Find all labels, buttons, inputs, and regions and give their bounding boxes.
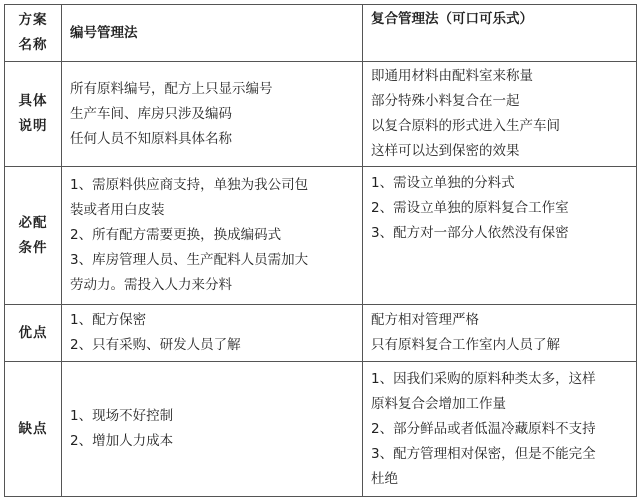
label-line: 条件	[18, 239, 48, 256]
table-row	[5, 362, 637, 497]
text-line: 这样可以达到保密的效果	[371, 143, 520, 159]
text-line: 1、需原料供应商支持，单独为我公司包	[70, 177, 309, 193]
text-line: 所有原料编号，配方上只显示编号	[70, 80, 273, 97]
details-compound	[363, 62, 637, 167]
text-line: 3、配方对一部分人依然没有保密	[371, 225, 569, 241]
text-line: 2、需设立单独的原料复合工作室	[371, 200, 569, 216]
text-line: 即通用材料由配料室来称量	[371, 68, 533, 84]
text-line: 1、因我们采购的原料种类太多，这样	[371, 370, 596, 387]
advantages-numbering	[62, 305, 363, 362]
comparison-table	[4, 4, 637, 497]
text-line: 2、部分鲜品或者低温冷藏原料不支持	[371, 420, 596, 437]
details-numbering	[62, 62, 363, 167]
row-label-requirements	[5, 167, 62, 305]
row-label-details	[5, 62, 62, 167]
header-scheme-line1: 方案	[18, 12, 48, 28]
label-line: 缺点	[18, 420, 48, 437]
label-line: 说明	[18, 118, 48, 134]
text-line: 原料复合会增加工作量	[371, 395, 506, 412]
label-line: 必配	[18, 214, 48, 231]
text-line: 只有原料复合工作室内人员了解	[371, 337, 560, 353]
header-numbering-method: 编号管理法	[62, 5, 363, 62]
text-line: 配方相对管理严格	[371, 312, 479, 328]
table-row	[5, 62, 637, 167]
header-compound-method: 复合管理法（可口可乐式）	[363, 5, 637, 62]
requirements-numbering	[62, 167, 363, 305]
text-line: 3、配方管理相对保密，但是不能完全	[371, 445, 596, 462]
text-line: 2、增加人力成本	[70, 433, 174, 449]
disadvantages-compound	[363, 362, 637, 497]
text-line: 杜绝	[371, 470, 398, 487]
table-row	[5, 167, 637, 305]
row-label-disadvantages	[5, 362, 62, 497]
requirements-compound	[363, 167, 637, 305]
text-line: 3、库房管理人员、生产配料人员需加大	[70, 252, 309, 268]
text-line: 部分特殊小料复合在一起	[371, 93, 520, 109]
disadvantages-numbering	[62, 362, 363, 497]
text-line: 2、只有采购、研发人员了解	[70, 337, 241, 353]
header-scheme-name	[5, 5, 62, 62]
text-line: 任何人员不知原料具体名称	[70, 130, 232, 147]
table-row	[5, 305, 637, 362]
text-line: 2、所有配方需要更换，换成编码式	[70, 227, 282, 243]
advantages-compound	[363, 305, 637, 362]
text-line: 装或者用白皮装	[70, 202, 165, 218]
table-header-row	[5, 5, 637, 62]
text-line: 生产车间、库房只涉及编码	[70, 105, 232, 122]
text-line: 以复合原料的形式进入生产车间	[371, 118, 560, 134]
label-line: 优点	[18, 324, 48, 341]
row-label-advantages	[5, 305, 62, 362]
text-line: 1、现场不好控制	[70, 408, 174, 424]
label-line: 具体	[18, 93, 48, 109]
text-line: 1、配方保密	[70, 312, 147, 328]
text-line: 1、需设立单独的分料式	[371, 175, 515, 191]
text-line: 劳动力。需投入人力来分料	[70, 277, 232, 293]
header-scheme-line2: 名称	[18, 37, 48, 53]
